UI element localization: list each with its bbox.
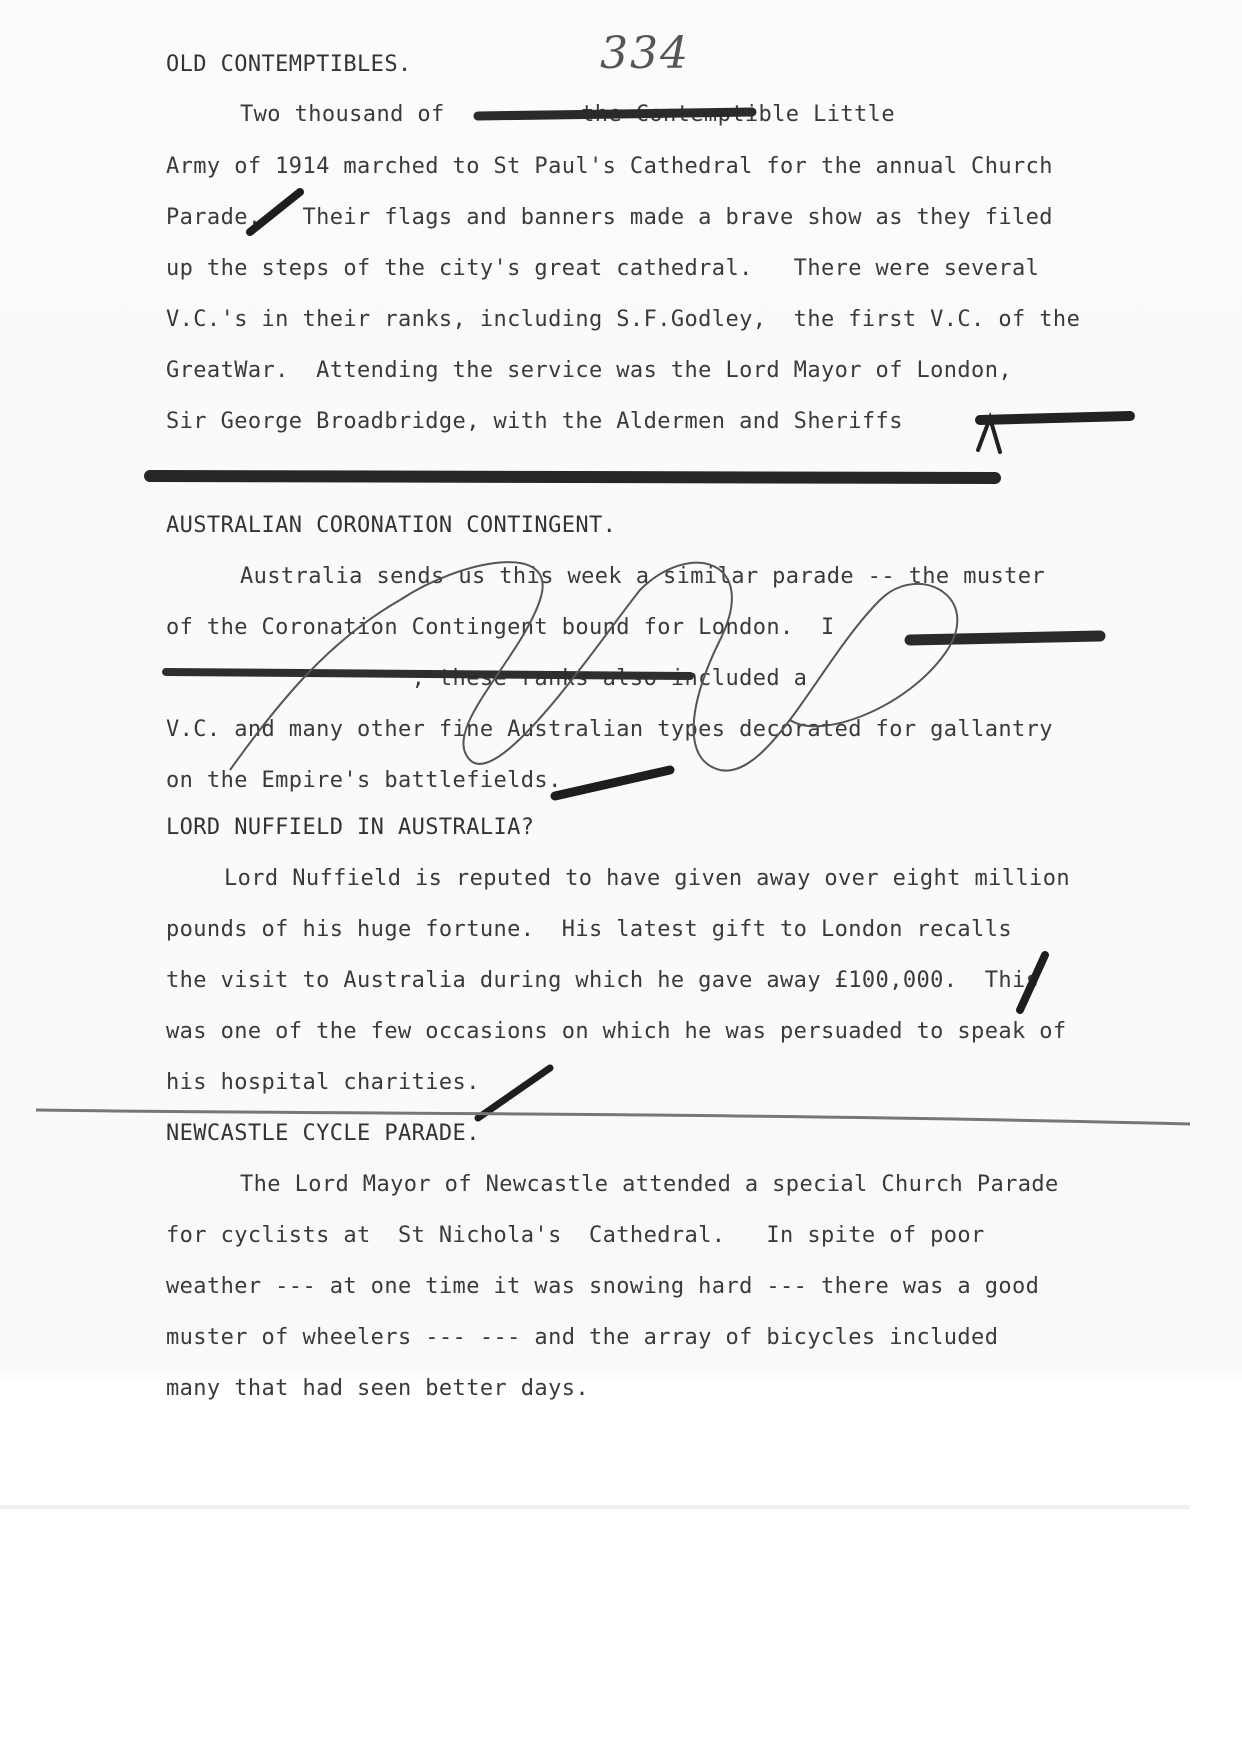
text-line: was one of the few occasions on which he was persuaded to speak of — [166, 1019, 1067, 1044]
text-line: of the Coronation Contingent bound for London. I — [166, 615, 835, 640]
section-heading: OLD CONTEMPTIBLES. — [166, 52, 412, 77]
text-line: Two thousand of the Contemptible Little — [240, 102, 895, 127]
text-line: weather --- at one time it was snowing hard --- there was a good — [166, 1274, 1040, 1299]
text-line: The Lord Mayor of Newcastle attended a special Church Parade — [240, 1172, 1059, 1197]
text-line: GreatWar. Attending the service was the Lord Mayor of London, — [166, 358, 1012, 383]
text-line: his hospital charities. — [166, 1070, 480, 1095]
text-line: V.C. and many other fine Australian types decorated for gallantry — [166, 717, 1053, 742]
handwritten-page-number: 334 — [600, 28, 690, 79]
section-heading: NEWCASTLE CYCLE PARADE. — [166, 1121, 480, 1146]
text-line: Australia sends us this week a similar parade -- the muster — [240, 564, 1046, 589]
text-line: Sir George Broadbridge, with the Aldermen and Sheriffs — [166, 409, 903, 434]
text-line: Parade. Their flags and banners made a brave show as they filed — [166, 205, 1053, 230]
text-line: for cyclists at St Nichola's Cathedral. In spite of poor — [166, 1223, 985, 1248]
text-line: pounds of his huge fortune. His latest gift to London recalls — [166, 917, 1012, 942]
text-line: Army of 1914 marched to St Paul's Cathedral for the annual Church — [166, 154, 1053, 179]
text-line: on the Empire's battlefields. — [166, 768, 562, 793]
text-line: up the steps of the city's great cathedral. There were several — [166, 256, 1040, 281]
text-line: many that had seen better days. — [166, 1376, 589, 1401]
text-line: , these ranks also included a — [166, 666, 808, 691]
text-line: V.C.'s in their ranks, including S.F.Godley, the first V.C. of the — [166, 307, 1081, 332]
text-line: Lord Nuffield is reputed to have given away over eight million — [224, 866, 1070, 891]
text-line: the visit to Australia during which he gave away £100,000. This — [166, 968, 1040, 993]
text-line: muster of wheelers --- --- and the array of bicycles included — [166, 1325, 999, 1350]
section-heading: LORD NUFFIELD IN AUSTRALIA? — [166, 815, 535, 840]
section-heading: AUSTRALIAN CORONATION CONTINGENT. — [166, 513, 617, 538]
